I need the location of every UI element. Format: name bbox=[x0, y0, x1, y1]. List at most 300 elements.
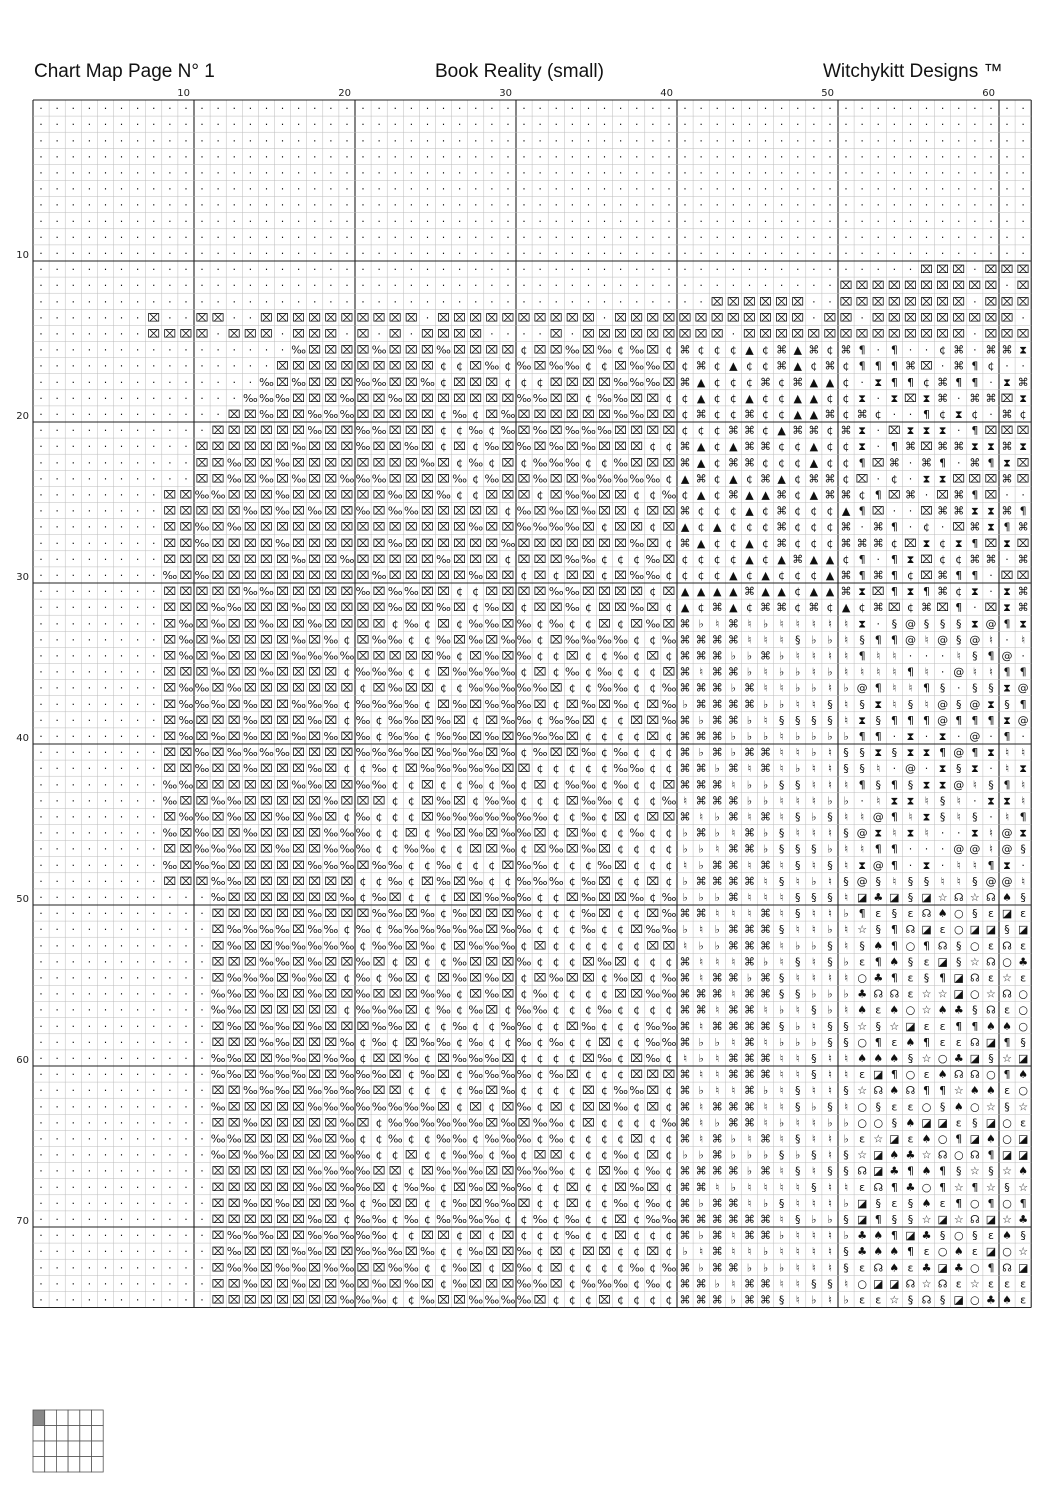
stitch-symbol: ⌘ bbox=[680, 1165, 691, 1178]
stitch-symbol: · bbox=[120, 633, 124, 646]
stitch-symbol: ¶ bbox=[875, 730, 882, 743]
stitch-symbol: ¶ bbox=[923, 939, 930, 952]
stitch-symbol: ☊ bbox=[906, 1277, 916, 1290]
stitch-symbol: · bbox=[571, 247, 575, 260]
stitch-symbol: ♣ bbox=[1018, 1213, 1028, 1226]
stitch-symbol: ¢ bbox=[617, 714, 624, 727]
stitch-symbol: ‰ bbox=[307, 971, 322, 984]
stitch-symbol: · bbox=[973, 199, 977, 212]
stitch-symbol: ‰ bbox=[452, 666, 467, 679]
stitch-symbol: ♮ bbox=[780, 810, 784, 823]
stitch-symbol: ♮ bbox=[796, 617, 800, 630]
stitch-symbol: · bbox=[136, 762, 140, 775]
stitch-symbol: · bbox=[313, 118, 317, 131]
stitch-symbol: · bbox=[136, 939, 140, 952]
stitch-symbol: · bbox=[72, 1213, 76, 1226]
stitch-symbol: · bbox=[120, 714, 124, 727]
stitch-symbol: § bbox=[827, 810, 833, 823]
stitch-symbol: ○ bbox=[857, 1277, 867, 1290]
stitch-symbol: ⌘ bbox=[744, 827, 755, 840]
stitch-symbol: ¢ bbox=[649, 971, 656, 984]
stitch-symbol: ¢ bbox=[810, 569, 817, 582]
stitch-symbol: ‰ bbox=[291, 376, 306, 389]
stitch-symbol: · bbox=[860, 118, 864, 131]
stitch-symbol: @ bbox=[969, 698, 980, 711]
stitch-symbol: ‰ bbox=[404, 440, 419, 453]
stitch-symbol: · bbox=[426, 183, 430, 196]
stitch-symbol: · bbox=[120, 263, 124, 276]
stitch-symbol: ¢ bbox=[633, 955, 640, 968]
stitch-symbol: ⌧ bbox=[566, 440, 579, 453]
stitch-symbol: ‰ bbox=[291, 553, 306, 566]
stitch-symbol: § bbox=[940, 1229, 946, 1242]
stitch-symbol: ‰ bbox=[307, 955, 322, 968]
stitch-symbol: · bbox=[1005, 215, 1009, 228]
stitch-symbol: · bbox=[88, 666, 92, 679]
stitch-symbol: ‰ bbox=[388, 730, 403, 743]
stitch-symbol: ¢ bbox=[553, 762, 560, 775]
stitch-symbol: · bbox=[39, 1068, 43, 1081]
stitch-symbol: ¶ bbox=[923, 714, 930, 727]
stitch-symbol: § bbox=[972, 907, 978, 920]
stitch-symbol: ♮ bbox=[780, 617, 784, 630]
stitch-symbol: ⌘ bbox=[776, 344, 787, 357]
stitch-symbol: · bbox=[651, 247, 655, 260]
stitch-symbol: ⌧ bbox=[421, 601, 434, 614]
stitch-symbol: · bbox=[120, 1197, 124, 1210]
stitch-symbol: ♮ bbox=[828, 1181, 832, 1194]
stitch-symbol: ‰ bbox=[645, 1165, 660, 1178]
stitch-symbol: ¢ bbox=[891, 537, 898, 550]
stitch-symbol: ♮ bbox=[925, 666, 929, 679]
stitch-symbol: ¢ bbox=[843, 376, 850, 389]
stitch-symbol: ♮ bbox=[844, 1181, 848, 1194]
stitch-symbol: ⌘ bbox=[712, 971, 723, 984]
stitch-symbol: ‰ bbox=[259, 1068, 274, 1081]
stitch-symbol: ⌧ bbox=[647, 907, 660, 920]
stitch-symbol: ⌧ bbox=[292, 585, 305, 598]
stitch-symbol: ¢ bbox=[537, 1084, 544, 1097]
stitch-symbol: ¢ bbox=[665, 1277, 672, 1290]
stitch-symbol: ♭ bbox=[843, 730, 848, 743]
stitch-symbol: ⌘ bbox=[889, 456, 900, 469]
stitch-symbol: · bbox=[1021, 215, 1025, 228]
stitch-symbol: ‰ bbox=[468, 424, 483, 437]
stitch-symbol: · bbox=[39, 585, 43, 598]
stitch-symbol: ‰ bbox=[484, 1293, 499, 1306]
stitch-symbol: ♭ bbox=[811, 682, 816, 695]
stitch-symbol: ¶ bbox=[987, 859, 994, 872]
stitch-symbol: · bbox=[104, 1132, 108, 1145]
stitch-symbol: · bbox=[136, 875, 140, 888]
stitch-symbol: ⌧ bbox=[260, 424, 273, 437]
stitch-symbol: ⌘ bbox=[680, 971, 691, 984]
stitch-symbol: ¢ bbox=[553, 827, 560, 840]
stitch-symbol: ♭ bbox=[843, 1197, 848, 1210]
stitch-symbol: · bbox=[828, 279, 832, 292]
stitch-symbol: · bbox=[120, 859, 124, 872]
stitch-symbol: ▲ bbox=[697, 537, 706, 550]
stitch-symbol: · bbox=[394, 134, 398, 147]
stitch-symbol: ⌧ bbox=[308, 440, 321, 453]
stitch-symbol: ‰ bbox=[484, 617, 499, 630]
stitch-symbol: ⌘ bbox=[680, 746, 691, 759]
stitch-symbol: ♮ bbox=[828, 875, 832, 888]
stitch-symbol: · bbox=[200, 344, 204, 357]
stitch-symbol: ⌧ bbox=[405, 955, 418, 968]
stitch-symbol: · bbox=[168, 102, 172, 115]
stitch-symbol: ⌧ bbox=[469, 843, 482, 856]
stitch-symbol: ⧗ bbox=[1003, 682, 1011, 695]
stitch-symbol: ‰ bbox=[501, 1132, 516, 1145]
stitch-symbol: ⌧ bbox=[244, 1068, 257, 1081]
stitch-symbol: · bbox=[120, 150, 124, 163]
stitch-symbol: · bbox=[39, 810, 43, 823]
stitch-symbol: ⌧ bbox=[325, 537, 338, 550]
stitch-symbol: · bbox=[603, 311, 607, 324]
stitch-symbol: ‰ bbox=[420, 923, 435, 936]
stitch-symbol: ¢ bbox=[714, 376, 721, 389]
stitch-symbol: ¢ bbox=[617, 1068, 624, 1081]
stitch-symbol: · bbox=[394, 102, 398, 115]
stitch-symbol: · bbox=[104, 183, 108, 196]
stitch-symbol: ‰ bbox=[323, 1100, 338, 1113]
stitch-symbol: ♮ bbox=[699, 971, 703, 984]
stitch-symbol: ‰ bbox=[372, 1020, 387, 1033]
stitch-symbol: § bbox=[843, 1245, 849, 1258]
stitch-symbol: ⌧ bbox=[582, 714, 595, 727]
stitch-symbol: ‰ bbox=[307, 810, 322, 823]
stitch-symbol: · bbox=[104, 1229, 108, 1242]
stitch-symbol: ⌧ bbox=[437, 505, 450, 518]
stitch-symbol: ⌧ bbox=[357, 392, 370, 405]
stitch-symbol: ♮ bbox=[844, 923, 848, 936]
stitch-symbol: · bbox=[281, 344, 285, 357]
stitch-symbol: ⌧ bbox=[260, 569, 273, 582]
stitch-symbol: ♭ bbox=[795, 1020, 800, 1033]
stitch-symbol: · bbox=[474, 215, 478, 228]
stitch-symbol: ⌧ bbox=[405, 601, 418, 614]
stitch-symbol: ♭ bbox=[682, 1149, 687, 1162]
stitch-symbol: ‰ bbox=[243, 714, 258, 727]
stitch-symbol: ⌧ bbox=[292, 1181, 305, 1194]
stitch-symbol: ⌧ bbox=[147, 327, 160, 340]
stitch-symbol: ♮ bbox=[747, 633, 751, 646]
stitch-symbol: · bbox=[281, 279, 285, 292]
stitch-symbol: ⌘ bbox=[712, 601, 723, 614]
stitch-symbol: ¶ bbox=[891, 585, 898, 598]
stitch-symbol: ♭ bbox=[682, 923, 687, 936]
stitch-symbol: · bbox=[603, 102, 607, 115]
stitch-symbol: ‰ bbox=[275, 1197, 290, 1210]
stitch-symbol: ⌧ bbox=[647, 714, 660, 727]
stitch-symbol: ⌧ bbox=[325, 1036, 338, 1049]
stitch-symbol: ⌧ bbox=[164, 537, 177, 550]
stitch-symbol: · bbox=[603, 118, 607, 131]
stitch-symbol: ⌧ bbox=[598, 1293, 611, 1306]
stitch-symbol: ⌧ bbox=[341, 1020, 354, 1033]
stitch-symbol: ⌧ bbox=[292, 843, 305, 856]
stitch-symbol: · bbox=[152, 843, 156, 856]
stitch-symbol: · bbox=[265, 263, 269, 276]
stitch-symbol: ‰ bbox=[645, 1020, 660, 1033]
stitch-symbol: ♮ bbox=[731, 1277, 735, 1290]
stitch-symbol: ⌧ bbox=[582, 537, 595, 550]
stitch-symbol: ♠ bbox=[857, 1004, 867, 1017]
stitch-symbol: ⌧ bbox=[260, 1181, 273, 1194]
stitch-symbol: ¶ bbox=[923, 408, 930, 421]
stitch-symbol: · bbox=[716, 279, 720, 292]
stitch-symbol: ⌧ bbox=[502, 311, 515, 324]
stitch-symbol: ♮ bbox=[957, 649, 961, 662]
stitch-symbol: · bbox=[88, 1052, 92, 1065]
stitch-symbol: ‰ bbox=[372, 1068, 387, 1081]
stitch-symbol: @ bbox=[969, 843, 980, 856]
stitch-symbol: · bbox=[297, 263, 301, 276]
stitch-symbol: ⌧ bbox=[196, 794, 209, 807]
stitch-symbol: · bbox=[39, 1116, 43, 1129]
stitch-symbol: § bbox=[795, 1213, 801, 1226]
stitch-symbol: ⌧ bbox=[260, 827, 273, 840]
stitch-symbol: ♮ bbox=[844, 891, 848, 904]
stitch-symbol: · bbox=[216, 247, 220, 260]
stitch-symbol: ⌧ bbox=[308, 1116, 321, 1129]
stitch-symbol: · bbox=[200, 1149, 204, 1162]
stitch-symbol: ¢ bbox=[472, 472, 479, 485]
stitch-symbol: ‰ bbox=[211, 698, 226, 711]
stitch-symbol: ¶ bbox=[875, 843, 882, 856]
stitch-symbol: · bbox=[410, 247, 414, 260]
stitch-symbol: · bbox=[88, 102, 92, 115]
stitch-symbol: ⌧ bbox=[437, 1068, 450, 1081]
stitch-symbol: ♭ bbox=[827, 1213, 832, 1226]
stitch-symbol: ¢ bbox=[424, 617, 431, 630]
stitch-symbol: · bbox=[184, 1068, 188, 1081]
stitch-symbol: ‰ bbox=[307, 939, 322, 952]
stitch-symbol: ‰ bbox=[275, 1036, 290, 1049]
stitch-symbol: ⌘ bbox=[776, 505, 787, 518]
stitch-symbol: ¢ bbox=[376, 1149, 383, 1162]
stitch-symbol: ‰ bbox=[517, 891, 532, 904]
stitch-symbol: ¢ bbox=[649, 746, 656, 759]
stitch-symbol: ¢ bbox=[778, 376, 785, 389]
stitch-symbol: ⌧ bbox=[550, 601, 563, 614]
stitch-symbol: ⌧ bbox=[421, 327, 434, 340]
stitch-symbol: ⌧ bbox=[630, 440, 643, 453]
stitch-symbol: · bbox=[152, 1181, 156, 1194]
stitch-symbol: · bbox=[973, 601, 977, 614]
stitch-symbol: ‰ bbox=[452, 1197, 467, 1210]
stitch-symbol: ¶ bbox=[859, 553, 866, 566]
stitch-symbol: · bbox=[812, 247, 816, 260]
stitch-symbol: · bbox=[55, 199, 59, 212]
stitch-symbol: · bbox=[522, 295, 526, 308]
stitch-symbol: ¢ bbox=[392, 810, 399, 823]
stitch-symbol: ‰ bbox=[662, 714, 677, 727]
stitch-symbol: · bbox=[764, 279, 768, 292]
stitch-symbol: ⌘ bbox=[728, 1213, 739, 1226]
stitch-symbol: ‰ bbox=[581, 843, 596, 856]
stitch-symbol: ⌧ bbox=[212, 1181, 225, 1194]
stitch-symbol: · bbox=[72, 794, 76, 807]
stitch-symbol: · bbox=[764, 183, 768, 196]
stitch-symbol: § bbox=[908, 1213, 914, 1226]
stitch-symbol: ⌧ bbox=[647, 1149, 660, 1162]
stitch-symbol: ⌘ bbox=[728, 617, 739, 630]
stitch-symbol: ⌘ bbox=[808, 472, 819, 485]
stitch-symbol: ¢ bbox=[617, 1116, 624, 1129]
stitch-symbol: ◪ bbox=[970, 1052, 980, 1065]
stitch-symbol: ⌧ bbox=[759, 295, 772, 308]
stitch-symbol: ‰ bbox=[259, 971, 274, 984]
stitch-symbol: ¢ bbox=[714, 392, 721, 405]
stitch-symbol: ⌧ bbox=[292, 488, 305, 501]
stitch-symbol: ⌘ bbox=[712, 1132, 723, 1145]
stitch-symbol: ⌧ bbox=[325, 971, 338, 984]
stitch-symbol: · bbox=[104, 1068, 108, 1081]
stitch-symbol: ⌘ bbox=[728, 666, 739, 679]
stitch-symbol: ⌧ bbox=[582, 1245, 595, 1258]
stitch-symbol: ⧗ bbox=[939, 778, 947, 791]
stitch-symbol: · bbox=[120, 424, 124, 437]
stitch-symbol: ⌧ bbox=[276, 698, 289, 711]
stitch-symbol: ‰ bbox=[162, 778, 177, 791]
stitch-symbol: · bbox=[136, 1165, 140, 1178]
stitch-symbol: ⌘ bbox=[824, 488, 835, 501]
stitch-symbol: ‰ bbox=[211, 794, 226, 807]
stitch-symbol: · bbox=[72, 875, 76, 888]
stitch-symbol: ‰ bbox=[291, 1277, 306, 1290]
stitch-symbol: ☊ bbox=[970, 1036, 980, 1049]
stitch-symbol: · bbox=[619, 118, 623, 131]
stitch-symbol: ⌘ bbox=[792, 376, 803, 389]
stitch-symbol: · bbox=[136, 907, 140, 920]
stitch-symbol: · bbox=[104, 617, 108, 630]
stitch-symbol: ⌧ bbox=[341, 585, 354, 598]
stitch-symbol: · bbox=[39, 263, 43, 276]
stitch-symbol: · bbox=[732, 118, 736, 131]
stitch-symbol: · bbox=[104, 1149, 108, 1162]
stitch-symbol: · bbox=[39, 1036, 43, 1049]
stitch-symbol: · bbox=[410, 118, 414, 131]
stitch-symbol: · bbox=[88, 553, 92, 566]
stitch-symbol: · bbox=[168, 1181, 172, 1194]
stitch-symbol: ⌧ bbox=[325, 1004, 338, 1017]
stitch-symbol: ⌧ bbox=[421, 875, 434, 888]
stitch-symbol: · bbox=[152, 649, 156, 662]
stitch-symbol: · bbox=[55, 1020, 59, 1033]
stitch-symbol: · bbox=[184, 440, 188, 453]
stitch-symbol: ⌧ bbox=[405, 1020, 418, 1033]
stitch-symbol: ♮ bbox=[780, 1277, 784, 1290]
stitch-symbol: ♮ bbox=[747, 1181, 751, 1194]
stitch-symbol: ⌧ bbox=[260, 939, 273, 952]
stitch-symbol: ‰ bbox=[484, 666, 499, 679]
stitch-symbol: ¢ bbox=[939, 344, 946, 357]
stitch-symbol: · bbox=[184, 1149, 188, 1162]
stitch-symbol: ⌧ bbox=[647, 1245, 660, 1258]
stitch-symbol: · bbox=[88, 1245, 92, 1258]
stitch-symbol: ɛ bbox=[875, 1004, 881, 1017]
stitch-symbol: ¢ bbox=[794, 601, 801, 614]
stitch-symbol: ⌧ bbox=[308, 1149, 321, 1162]
stitch-symbol: ⌧ bbox=[260, 440, 273, 453]
stitch-symbol: ⌘ bbox=[728, 843, 739, 856]
stitch-symbol: · bbox=[168, 231, 172, 244]
stitch-symbol: ⌧ bbox=[276, 714, 289, 727]
stitch-symbol: ⌧ bbox=[405, 488, 418, 501]
stitch-symbol: · bbox=[120, 1068, 124, 1081]
stitch-symbol: ⌘ bbox=[841, 585, 852, 598]
stitch-symbol: ♭ bbox=[763, 827, 768, 840]
stitch-symbol: ⌧ bbox=[325, 762, 338, 775]
stitch-symbol: ⌧ bbox=[486, 408, 499, 421]
stitch-symbol: ¢ bbox=[762, 505, 769, 518]
stitch-symbol: ⌘ bbox=[937, 376, 948, 389]
stitch-symbol: ⌘ bbox=[744, 456, 755, 469]
stitch-symbol: · bbox=[828, 231, 832, 244]
stitch-symbol: · bbox=[506, 102, 510, 115]
stitch-symbol: ‰ bbox=[227, 939, 242, 952]
stitch-symbol: ⌧ bbox=[534, 537, 547, 550]
stitch-symbol: ⌘ bbox=[680, 440, 691, 453]
stitch-symbol: ‰ bbox=[356, 505, 371, 518]
stitch-symbol: ¶ bbox=[891, 1068, 898, 1081]
stitch-symbol: · bbox=[587, 166, 591, 179]
stitch-symbol: · bbox=[39, 247, 43, 260]
stitch-symbol: · bbox=[184, 1261, 188, 1274]
stitch-symbol: · bbox=[216, 376, 220, 389]
stitch-symbol: · bbox=[55, 537, 59, 550]
stitch-symbol: · bbox=[168, 1213, 172, 1226]
stitch-symbol: ⌧ bbox=[663, 327, 676, 340]
stitch-symbol: · bbox=[941, 215, 945, 228]
stitch-symbol: ‰ bbox=[372, 1197, 387, 1210]
stitch-symbol: · bbox=[297, 118, 301, 131]
stitch-symbol: ⌧ bbox=[212, 1084, 225, 1097]
stitch-symbol: · bbox=[55, 1100, 59, 1113]
stitch-symbol: · bbox=[120, 215, 124, 228]
stitch-symbol: ⌧ bbox=[260, 1100, 273, 1113]
stitch-symbol: · bbox=[860, 199, 864, 212]
stitch-symbol: ⌧ bbox=[502, 344, 515, 357]
stitch-symbol: ⌘ bbox=[1018, 601, 1029, 614]
stitch-symbol: ‰ bbox=[259, 376, 274, 389]
stitch-symbol: · bbox=[39, 488, 43, 501]
stitch-symbol: ⧗ bbox=[1003, 601, 1011, 614]
stitch-symbol: ⌘ bbox=[728, 923, 739, 936]
stitch-symbol: · bbox=[104, 295, 108, 308]
stitch-symbol: ⌧ bbox=[260, 537, 273, 550]
stitch-symbol: ⌧ bbox=[453, 311, 466, 324]
stitch-symbol: · bbox=[55, 875, 59, 888]
stitch-symbol: · bbox=[168, 1084, 172, 1097]
stitch-symbol: · bbox=[249, 311, 253, 324]
stitch-symbol: · bbox=[120, 1004, 124, 1017]
stitch-symbol: ‰ bbox=[436, 923, 451, 936]
stitch-symbol: · bbox=[184, 150, 188, 163]
stitch-symbol: ⌧ bbox=[534, 553, 547, 566]
stitch-symbol: ⌧ bbox=[244, 1100, 257, 1113]
stitch-symbol: ⌧ bbox=[550, 376, 563, 389]
stitch-symbol: ‰ bbox=[211, 601, 226, 614]
stitch-symbol: ¢ bbox=[408, 794, 415, 807]
stitch-symbol: ⌧ bbox=[180, 537, 193, 550]
stitch-symbol: ⌧ bbox=[357, 1116, 370, 1129]
stitch-symbol: ‰ bbox=[613, 682, 628, 695]
stitch-symbol: · bbox=[410, 231, 414, 244]
stitch-symbol: ‰ bbox=[227, 971, 242, 984]
